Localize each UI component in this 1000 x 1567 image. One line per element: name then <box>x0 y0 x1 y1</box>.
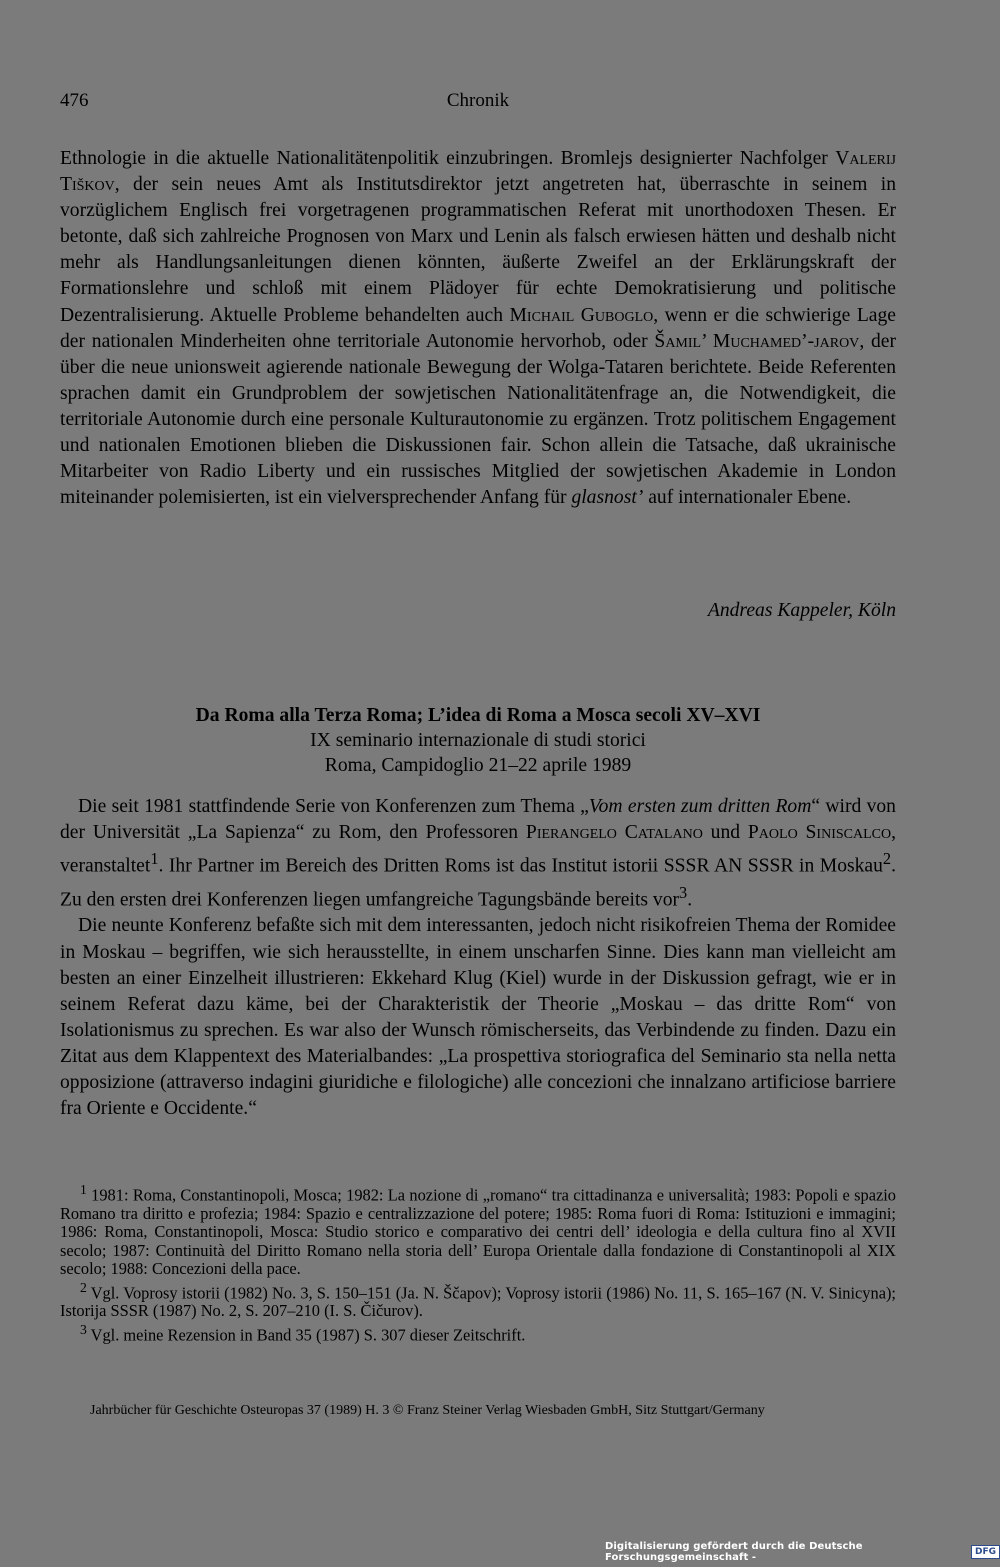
footnote-number: 3 <box>80 1321 87 1337</box>
running-head: Chronik <box>446 90 510 111</box>
footnote-marker: 2 <box>882 849 892 869</box>
text-run: “ wird von der Universität „La Sapienza“ zu Rom, den Professoren <box>60 796 896 844</box>
dfg-logo-icon: DFG <box>971 1545 1000 1559</box>
text-run: und <box>702 822 748 844</box>
person-name: Pierangelo Catalano <box>525 822 703 844</box>
page-number: 476 <box>60 90 89 111</box>
footnote-marker: 1 <box>150 849 159 869</box>
section-heading <box>60 703 896 778</box>
text-run: , der über die neue unionsweit agierende nationale Bewegung der Wolga-Tataren berichtete. Beide Referenten sprachen damit ein Grundproblem der sowjetischen Nationalitätenfrage an, die Notwendigkeit, die territoriale Autonomie durch eine personale Kulturautonomie zu ergänzen. Trotz politischem Engagement und nationalen Emotionen blieben die Diskussionen fair. Schon allein die Tatsache, daß ukrainische Mitarbeiter von Radio Liberty und ein russisches Mitglied der sowjetischen Akademie in London miteinander polemisierten, ist ein vielversprechender Anfang für <box>60 330 896 509</box>
person-name: Valerij Tiškov <box>60 148 896 196</box>
body-paragraph <box>60 794 896 913</box>
footnote <box>60 1181 896 1279</box>
italic-term: glasnost’ <box>571 487 644 509</box>
footnote <box>60 1279 896 1321</box>
section-title: Da Roma alla Terza Roma; L’idea di Roma a Mosca secoli XV–XVI <box>195 705 761 726</box>
footnote-number: 1 <box>80 1182 87 1197</box>
text-run: , wenn er die schwierige Lage der nationalen Minderheiten ohne territoriale Autonomie hervorhob, oder <box>60 304 896 352</box>
author-signature: Andreas Kappeler, Köln <box>707 600 896 621</box>
footnote-text: Vgl. meine Rezension in Band 35 (1987) S. 307 dieser Zeitschrift. <box>86 1325 526 1345</box>
dfg-funding-text: Digitalisierung gefördert durch die Deutsche Forschungsgemeinschaft - <box>605 1540 863 1563</box>
body-paragraph <box>60 146 896 511</box>
footnote-text: 1981: Roma, Constantinopoli, Mosca; 1982: La nozione di „romano“ tra cittadinanza e universalità; 1983: Popoli e spazio Romano tra diritto e profezia; 1984: Spazio e centralizzazione del potere; 1985: Roma fuori di Roma: Istituzioni e immagini; 1986: Roma, Constantinopoli, Mosca: Studio storico e comparativo dei centri dell’ ideologia e della cultura fino al XVII secolo; 1987: Continuità del Diritto Romano nella storia dell’ Europa Orientale dalla fondazione di Constantinopoli al XIX secolo; 1988: Concezioni della pace. <box>60 1185 896 1279</box>
footnote-text: Vgl. Voprosy istorii (1982) No. 3, S. 150–151 (Ja. N. Ščapov); Voprosy istorii (1986) No. 11, S. 165–167 (N. V. Sinicyna); Istorija SSSR (1987) No. 2, S. 207–210 (I. S. Čičurov). <box>60 1282 896 1321</box>
dfg-funding-note <box>605 1540 1000 1563</box>
footnote-number: 2 <box>80 1279 87 1295</box>
footnote-marker: 3 <box>679 882 688 902</box>
publication-credits: Jahrbücher für Geschichte Osteuropas 37 (1989) H. 3 © Franz Steiner Verlag Wiesbaden GmbH, Sitz Stuttgart/Germany <box>90 1403 765 1418</box>
text-run: . Zu den ersten drei Konferenzen liegen umfangreiche Tagungsbände bereits vor <box>60 855 896 911</box>
body-paragraph: Die neunte Konferenz befaßte sich mit dem interessanten, jedoch nicht risikofreien Thema der Romidee in Moskau – begriffen, wie sich herausstellte, in einem unscharfen Sinne. Dies kann man vielleicht am besten an einer Einzelheit illustrieren: Ekkehard Klug (Kiel) wurde in der Diskussion gefragt, wie er in seinem Referat dazu käme, bei der Charakteristik der Theorie „Moskau – das dritte Rom“ von Isolationismus zu sprechen. Es war also der Wunsch römischerseits, das Verbindende zu finden. Dazu ein Zitat aus dem Klappentext des Materialbandes: „La prospettiva storiografica del Seminario sta nella netta opposizione (attraverso indagini giuridiche e filologiche) alle concezioni che innalzano artificiose barriere fra Oriente e Occidente.“ <box>60 915 896 1120</box>
text-run: , der sein neues Amt als Institutsdirektor jetzt angetreten hat, überraschte in seinem in vorzüglichem Englisch frei vorgetragenen programmatischen Referat mit unorthodoxen Thesen. Er betonte, daß sich zahlreiche Prognosen von Marx und Lenin als falsch erwiesen hätten und deshalb nicht mehr als Handlungsanleitungen dienen könnten, äußerte Zweifel an der Erklärungskraft der Formationslehre und schloß mit einem Plädoyer für echte Demokratisierung und politische Dezentralisierung. Aktuelle Probleme behandelten auch <box>60 174 896 326</box>
text-run: . <box>687 889 693 911</box>
text-run: Ethnologie in die aktuelle Nationalitätenpolitik einzubringen. Bromlejs designierter Nachfolger <box>60 148 836 169</box>
report-continuation <box>60 146 896 511</box>
italic-title: Vom ersten zum dritten Rom <box>588 796 812 817</box>
footnotes <box>60 1181 896 1345</box>
text-run: Die seit 1981 stattfindende Serie von Konferenzen zum Thema „ <box>78 796 589 817</box>
person-name: Šamil’ Muchamed’-jarov <box>654 330 860 352</box>
text-run: auf internationaler Ebene. <box>643 487 852 509</box>
page-header <box>60 90 896 120</box>
section-subtitle: IX seminario internazionale di studi storici <box>310 730 646 751</box>
footnote <box>60 1321 896 1345</box>
person-name: Paolo Siniscalco <box>747 822 892 844</box>
text-run: . Ihr Partner im Bereich des Dritten Roms ist das Institut istorii SSSR AN SSSR in Moskau <box>158 855 883 877</box>
text-run: , veranstaltet <box>60 822 897 877</box>
report-body <box>60 794 896 1122</box>
person-name: Michail Guboglo <box>509 304 654 326</box>
section-venue-date: Roma, Campidoglio 21–22 aprile 1989 <box>324 755 632 776</box>
